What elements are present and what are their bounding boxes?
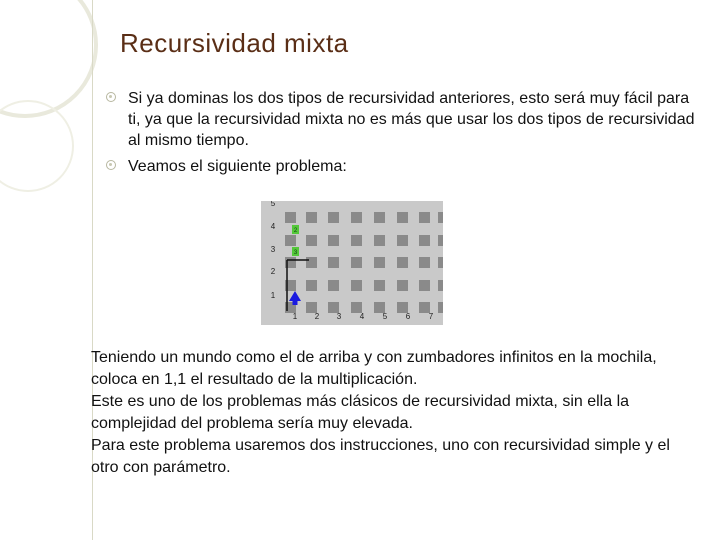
wall-block	[374, 212, 385, 223]
row-label: 4	[270, 222, 276, 231]
bullet-icon	[106, 92, 116, 102]
wall-block	[285, 235, 296, 246]
wall-block	[419, 235, 430, 246]
row-label: 1	[270, 291, 276, 300]
wall-block	[306, 235, 317, 246]
wall-block	[328, 257, 339, 268]
description-paragraph: Teniendo un mundo como el de arriba y con zumbadores infinitos en la mochila, coloca en 1,1 el resultado de la multiplicación.	[91, 349, 657, 388]
wall-block	[328, 212, 339, 223]
wall-block	[351, 257, 362, 268]
wall-block	[438, 235, 443, 246]
column-label: 4	[359, 312, 365, 321]
row-label: 5	[270, 201, 276, 208]
wall-block	[438, 257, 443, 268]
slide-title: Recursividad mixta	[120, 28, 349, 58]
row-label: 2	[270, 267, 276, 276]
wall-block	[306, 212, 317, 223]
wall-block	[419, 212, 430, 223]
description-paragraph: Este es uno de los problemas más clásicos de recursividad mixta, sin ella la complejidad del problema sería muy elevada.	[91, 393, 630, 432]
wall-block	[438, 302, 443, 313]
bullet-text: Veamos el siguiente problema:	[128, 158, 347, 175]
column-label: 3	[336, 312, 342, 321]
beeper-count: 3	[293, 250, 298, 256]
wall-block	[438, 212, 443, 223]
wall-block	[419, 257, 430, 268]
decorative-ring-small	[0, 100, 74, 192]
wall-block	[397, 280, 408, 291]
bullet-item	[106, 156, 696, 177]
column-label: 7	[428, 312, 434, 321]
wall-block	[328, 235, 339, 246]
wall-block	[328, 280, 339, 291]
wall-block	[419, 280, 430, 291]
wall-block	[374, 280, 385, 291]
bullet-text: Si ya dominas los dos tipos de recursividad anteriores, esto será muy fácil para ti, ya que la recursividad mixta no es más que usar los dos tipos de recursividad al mismo tiempo.	[128, 90, 695, 149]
wall-block	[351, 280, 362, 291]
description-paragraph: Para este problema usaremos dos instrucciones, uno con recursividad simple y el otro con parámetro.	[91, 437, 670, 476]
column-label: 5	[382, 312, 388, 321]
bullet-item	[106, 88, 696, 151]
wall-block	[306, 280, 317, 291]
beeper-count: 2	[293, 228, 298, 234]
wall-block	[438, 280, 443, 291]
row-label: 3	[270, 245, 276, 254]
bullet-icon	[106, 160, 116, 170]
wall-block	[397, 235, 408, 246]
column-label: 6	[405, 312, 411, 321]
wall-block	[397, 212, 408, 223]
column-label: 2	[314, 312, 320, 321]
decorative-ring	[0, 0, 98, 118]
column-label: 1	[292, 312, 298, 321]
wall-block	[306, 257, 317, 268]
wall-block	[351, 235, 362, 246]
wall-block	[374, 257, 385, 268]
bullet-list	[106, 88, 696, 182]
wall-block	[397, 257, 408, 268]
problem-description	[91, 347, 691, 479]
wall-block	[374, 235, 385, 246]
wall-block	[285, 212, 296, 223]
wall-block	[351, 212, 362, 223]
world-canvas	[261, 201, 443, 325]
karel-world-grid	[261, 201, 443, 325]
